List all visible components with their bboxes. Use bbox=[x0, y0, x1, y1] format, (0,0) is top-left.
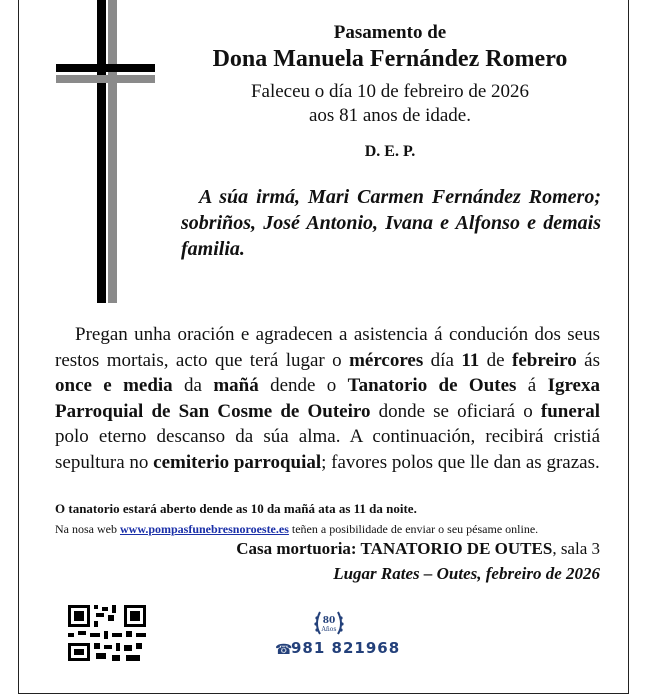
place-date: Lugar Rates – Outes, febreiro de 2026 bbox=[333, 564, 600, 583]
ceremony-time: once e media bbox=[55, 375, 173, 396]
family-paragraph bbox=[181, 184, 601, 262]
body-text-10: ; favores polos que lle dan as grazas. bbox=[321, 451, 600, 473]
anniversary-badge-icon bbox=[312, 606, 346, 640]
web-note bbox=[55, 522, 538, 537]
body-text-6: dende o bbox=[258, 375, 348, 396]
notice-pretitle: Pasamento de bbox=[333, 22, 447, 43]
ceremony-month: febreiro bbox=[512, 349, 577, 371]
ceremony-day-number: 11 bbox=[461, 349, 480, 371]
badge-word: Años bbox=[321, 626, 337, 633]
body-text-8: donde se oficiará o bbox=[370, 400, 541, 422]
body-text-5: da bbox=[172, 375, 214, 396]
funeral-home-room: , sala 3 bbox=[552, 539, 600, 558]
cross-vertical-dark bbox=[97, 0, 106, 303]
ceremony-origin: Tanatorio de Outes bbox=[347, 375, 517, 396]
body-text-4: ás bbox=[576, 349, 600, 371]
funeral-home-label: Casa mortuoria: TANATORIO DE OUTES bbox=[236, 539, 553, 558]
cross-horizontal-dark bbox=[56, 64, 155, 72]
website-link[interactable]: www.pompasfunebresnoroeste.es bbox=[119, 522, 289, 536]
dep-text: D. E. P. bbox=[364, 143, 416, 160]
body-text-3: de bbox=[479, 349, 513, 371]
web-note-post: teñen a posibilidade de enviar o seu pésame online. bbox=[288, 522, 539, 536]
phone-icon: ☎ bbox=[275, 643, 293, 658]
body-text-2: día bbox=[423, 349, 462, 371]
ceremony-paragraph bbox=[55, 322, 600, 475]
ceremony-cemetery: cemiterio parroquial bbox=[153, 451, 322, 473]
web-note-pre: Na nosa web bbox=[55, 522, 120, 536]
ceremony-church: Igrexa Parroquial de San Cosme de Outeiro bbox=[55, 375, 600, 422]
badge-number: 80 bbox=[322, 616, 336, 626]
age-text: aos 81 anos de idade. bbox=[309, 105, 471, 126]
opening-hours: O tanatorio estará aberto dende as 10 da mañá ata as 11 da noite. bbox=[55, 501, 417, 516]
ceremony-morning: mañá bbox=[213, 375, 259, 396]
body-text-7: á bbox=[516, 375, 548, 396]
body-text-1: Pregan unha oración e agradecen a asistencia á condución dos seus restos mortais, acto que terá lugar o bbox=[55, 324, 600, 371]
cross-vertical-light bbox=[108, 0, 117, 303]
ceremony-funeral: funeral bbox=[540, 400, 600, 422]
phone-number[interactable]: 981 821968 bbox=[291, 639, 401, 657]
ceremony-day: mércores bbox=[349, 349, 424, 371]
funeral-home bbox=[236, 539, 600, 559]
death-date: Faleceu o día 10 de febreiro de 2026 bbox=[250, 81, 530, 102]
cross-horizontal-light bbox=[56, 75, 155, 83]
deceased-name: Dona Manuela Fernández Romero bbox=[212, 46, 568, 72]
family-text: A súa irmá, Mari Carmen Fernández Romero; sobriños, José Antonio, Ivana e Alfonso e demais familia. bbox=[181, 186, 601, 260]
qr-code-icon[interactable] bbox=[66, 603, 148, 663]
body-text-9: polo eterno descanso da súa alma. A continuación, recibirá cristiá sepultura no bbox=[55, 426, 600, 473]
